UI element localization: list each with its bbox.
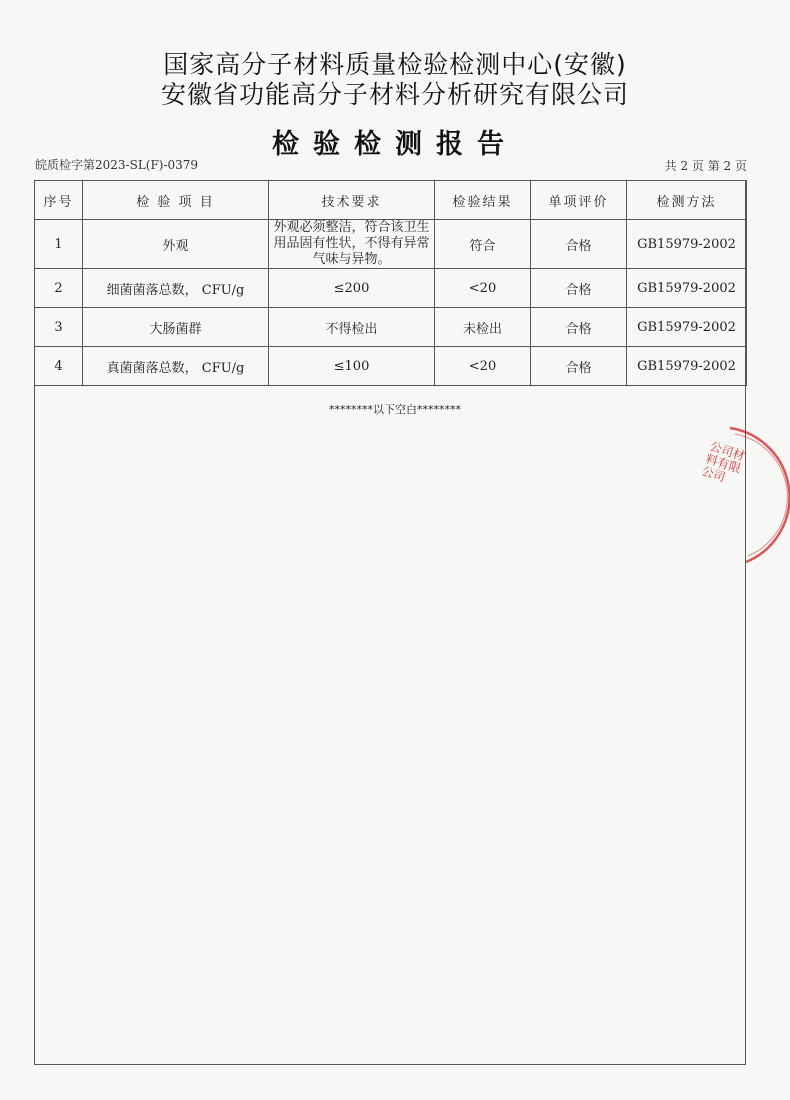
column-header-item: 检 验 项 目 bbox=[83, 181, 269, 220]
cell-item: 细菌菌落总数， CFU/g bbox=[83, 269, 269, 308]
inspection-table bbox=[34, 180, 747, 386]
cell-method: GB15979-2002 bbox=[627, 308, 747, 347]
cell-result: 未检出 bbox=[435, 308, 531, 347]
page-info: 共 2 页 第 2 页 bbox=[664, 159, 747, 173]
cell-result: <20 bbox=[435, 269, 531, 308]
cell-result: <20 bbox=[435, 347, 531, 386]
column-header-evaluation: 单项评价 bbox=[531, 181, 627, 220]
column-header-no: 序号 bbox=[35, 181, 83, 220]
cell-item: 大肠菌群 bbox=[83, 308, 269, 347]
report-title: 检验检测报告 bbox=[272, 129, 518, 160]
cell-no: 3 bbox=[35, 308, 83, 347]
cell-method: GB15979-2002 bbox=[627, 347, 747, 386]
blank-below-note: ********以下空白******** bbox=[329, 403, 461, 416]
column-header-requirement: 技术要求 bbox=[269, 181, 435, 220]
cell-requirement: 不得检出 bbox=[269, 308, 435, 347]
cell-method: GB15979-2002 bbox=[627, 220, 747, 269]
cell-evaluation: 合格 bbox=[531, 308, 627, 347]
table-row bbox=[35, 347, 747, 386]
table-row bbox=[35, 308, 747, 347]
table-header-row bbox=[35, 181, 747, 220]
cell-evaluation: 合格 bbox=[531, 269, 627, 308]
table-row bbox=[35, 269, 747, 308]
cell-evaluation: 合格 bbox=[531, 220, 627, 269]
cell-requirement: ≤100 bbox=[269, 347, 435, 386]
cell-evaluation: 合格 bbox=[531, 347, 627, 386]
report-number: 皖质检字第2023-SL(F)-0379 bbox=[35, 158, 199, 172]
cell-no: 1 bbox=[35, 220, 83, 269]
cell-result: 符合 bbox=[435, 220, 531, 269]
column-header-method: 检测方法 bbox=[627, 181, 747, 220]
cell-item: 外观 bbox=[83, 220, 269, 269]
cell-item: 真菌菌落总数， CFU/g bbox=[83, 347, 269, 386]
seal-text: 公司材料有限公司 bbox=[699, 439, 747, 485]
cell-method: GB15979-2002 bbox=[627, 269, 747, 308]
cell-requirement: 外观必须整洁，符合该卫生用品固有性状，不得有异常气味与异物。 bbox=[269, 220, 435, 269]
cell-requirement: ≤200 bbox=[269, 269, 435, 308]
column-header-result: 检验结果 bbox=[435, 181, 531, 220]
cell-no: 2 bbox=[35, 269, 83, 308]
organization-name-line2: 安徽省功能高分子材料分析研究有限公司 bbox=[160, 80, 629, 109]
organization-name-line1: 国家高分子材料质量检验检测中心(安徽) bbox=[163, 50, 627, 79]
table-row bbox=[35, 220, 747, 269]
cell-no: 4 bbox=[35, 347, 83, 386]
